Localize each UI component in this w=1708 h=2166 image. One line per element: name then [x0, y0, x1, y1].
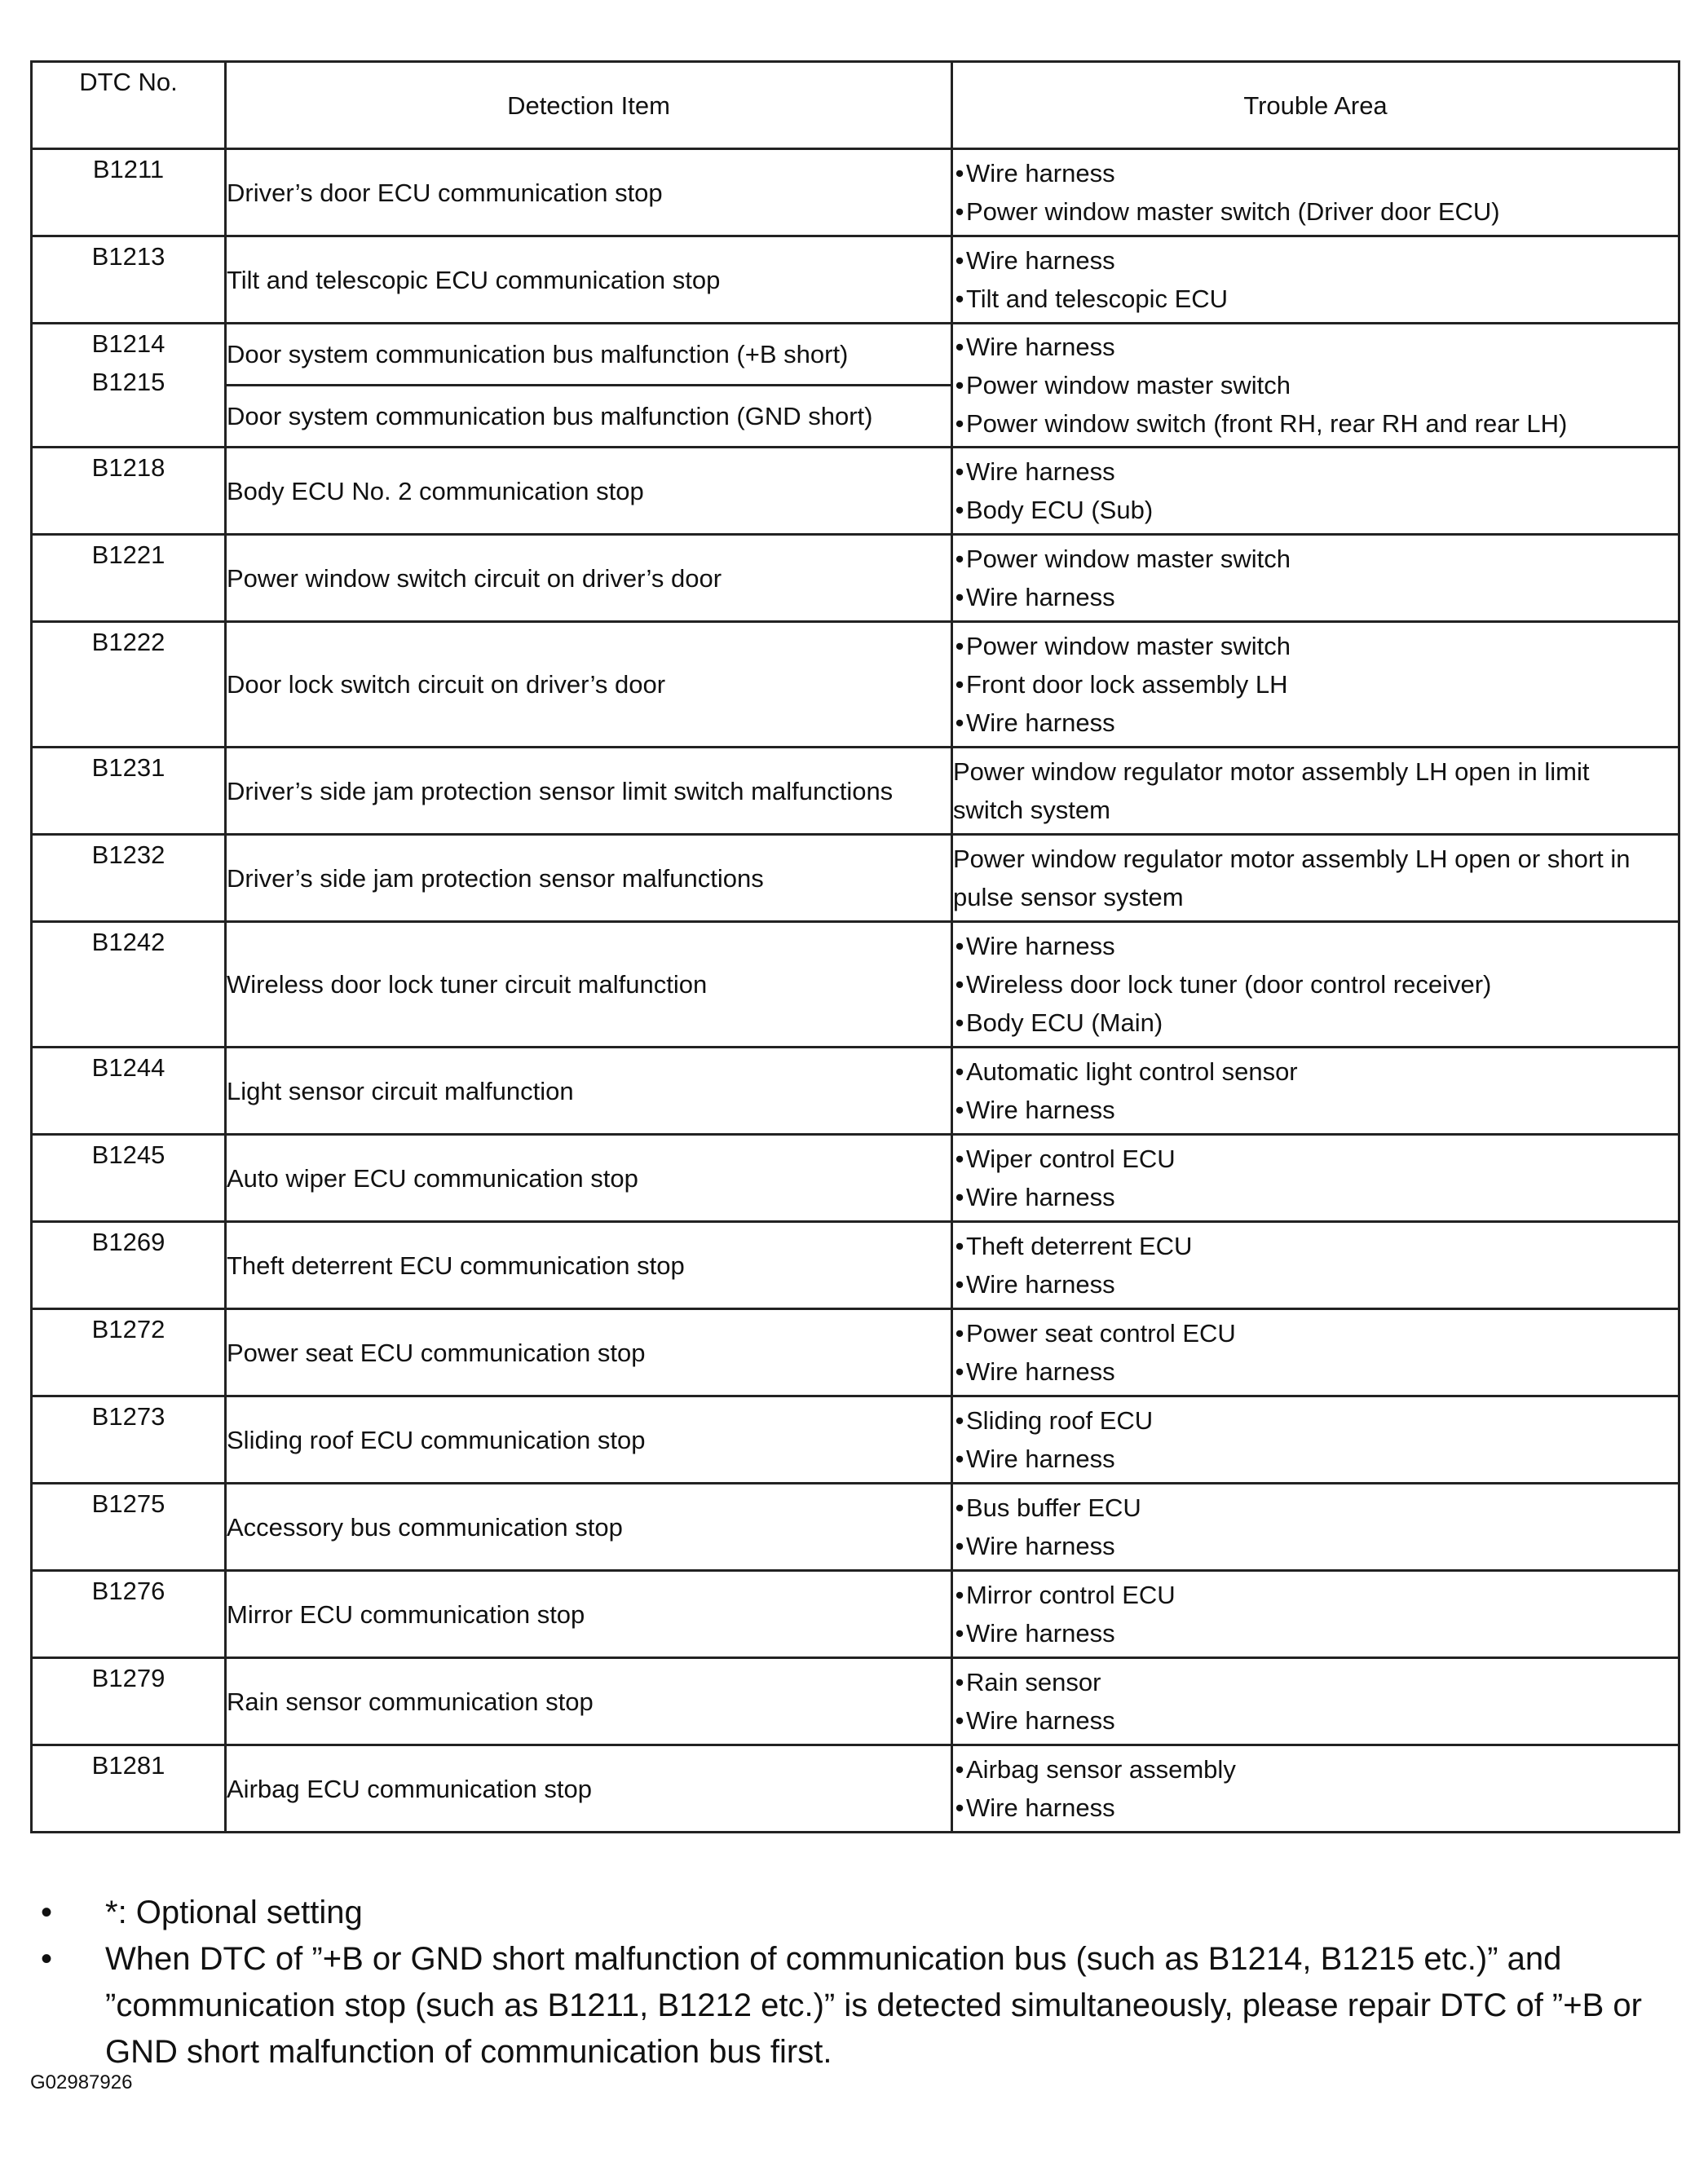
bullet-icon: •: [955, 197, 964, 226]
bullet-icon: •: [955, 1057, 964, 1086]
table-body: [32, 149, 1679, 1833]
dtc-code: B1272: [32, 1309, 226, 1396]
bullet-icon: •: [955, 708, 964, 737]
trouble-area-item: [953, 1227, 1678, 1265]
trouble-area-text: pulse sensor system: [953, 883, 1184, 911]
trouble-area-text: Wireless door lock tuner (door control receiver): [966, 970, 1492, 999]
dtc-code: B1218: [32, 448, 226, 535]
trouble-area-item: [953, 280, 1678, 318]
table-row: [32, 1222, 1679, 1309]
trouble-area-cell: [952, 748, 1679, 835]
dtc-code: B1213: [32, 236, 226, 324]
trouble-area-text: Wire harness: [966, 457, 1115, 486]
bullet-icon: •: [955, 1232, 964, 1260]
dtc-code: B1214: [91, 329, 166, 358]
trouble-area-text: Power window master switch: [966, 632, 1291, 660]
trouble-area-text: Power window switch (front RH, rear RH and rear LH): [966, 409, 1568, 438]
table-row: [32, 448, 1679, 535]
trouble-area-text: Wire harness: [966, 1183, 1115, 1211]
trouble-area-text: Wire harness: [966, 708, 1115, 737]
trouble-area-text: Body ECU (Sub): [966, 496, 1154, 524]
trouble-area-item: [953, 704, 1678, 742]
bullet-icon: •: [955, 246, 964, 275]
trouble-area-item: [953, 1789, 1678, 1827]
trouble-area-item: [953, 1440, 1678, 1478]
bullet-icon: •: [955, 159, 964, 187]
table-row: [32, 236, 1679, 324]
dtc-code: B1279: [32, 1658, 226, 1745]
header-trouble-area: Trouble Area: [952, 62, 1679, 149]
trouble-area-text: Wire harness: [966, 932, 1115, 960]
trouble-area-item: [953, 540, 1678, 578]
trouble-area-text: Wire harness: [966, 1706, 1115, 1735]
trouble-area-text: Wiper control ECU: [966, 1145, 1176, 1173]
trouble-area-cell: [952, 1396, 1679, 1484]
trouble-area-item: [953, 328, 1678, 366]
table-row: [32, 535, 1679, 622]
table-row: [32, 835, 1679, 922]
detection-item: Light sensor circuit malfunction: [226, 1048, 952, 1135]
trouble-area-cell: [952, 448, 1679, 535]
trouble-area-cell: [952, 1135, 1679, 1222]
note-text: *: Optional setting: [105, 1895, 363, 1930]
trouble-area-item: [953, 1750, 1678, 1789]
bullet-icon: •: [955, 932, 964, 960]
table-row: [32, 1571, 1679, 1658]
detection-item: Wireless door lock tuner circuit malfunction: [226, 922, 952, 1048]
table-row: [32, 1484, 1679, 1571]
trouble-area-item: [953, 1052, 1678, 1091]
trouble-area-item: [953, 1140, 1678, 1178]
trouble-area-text: Wire harness: [966, 1619, 1115, 1648]
bullet-icon: •: [955, 1319, 964, 1348]
trouble-area-text: Wire harness: [966, 1532, 1115, 1560]
table-row: [32, 1048, 1679, 1135]
trouble-area-cell: [952, 236, 1679, 324]
bullet-icon: •: [955, 496, 964, 524]
notes: [30, 1890, 1678, 2076]
trouble-area-item: [953, 927, 1678, 965]
trouble-area-text: Automatic light control sensor: [966, 1057, 1298, 1086]
trouble-area-item: [953, 452, 1678, 491]
detection-item: Driver’s door ECU communication stop: [226, 149, 952, 236]
trouble-area-item: [953, 665, 1678, 704]
table-row: [32, 1135, 1679, 1222]
detection-item: Door lock switch circuit on driver’s door: [226, 622, 952, 748]
trouble-area-item: [953, 404, 1678, 443]
trouble-area-cell: [952, 622, 1679, 748]
bullet-icon: •: [955, 285, 964, 313]
detection-item: Rain sensor communication stop: [226, 1658, 952, 1745]
bullet-icon: •: [955, 1532, 964, 1560]
table-row: [32, 1309, 1679, 1396]
bullet-icon: •: [955, 1183, 964, 1211]
bullet-icon: •: [955, 970, 964, 999]
trouble-area-text: Theft deterrent ECU: [966, 1232, 1193, 1260]
bullet-icon: •: [955, 1096, 964, 1124]
bullet-icon: •: [955, 632, 964, 660]
trouble-area-item: [953, 965, 1678, 1004]
table-row: [32, 324, 1679, 386]
header-dtc-no: DTC No.: [32, 62, 226, 149]
trouble-area-item: [953, 1178, 1678, 1216]
dtc-code: B1275: [32, 1484, 226, 1571]
table-row: [32, 1658, 1679, 1745]
bullet-icon: •: [955, 1793, 964, 1822]
dtc-code: B1232: [32, 835, 226, 922]
trouble-area-item: [953, 366, 1678, 404]
trouble-area-text: Wire harness: [966, 1445, 1115, 1473]
detection-item: Theft deterrent ECU communication stop: [226, 1222, 952, 1309]
trouble-area-text: switch system: [953, 796, 1110, 824]
trouble-area-text: Wire harness: [966, 246, 1115, 275]
trouble-area-text: Wire harness: [966, 1357, 1115, 1386]
trouble-area-cell: [952, 324, 1679, 448]
figure-id: G02987926: [30, 2071, 133, 2093]
detection-item: Mirror ECU communication stop: [226, 1571, 952, 1658]
trouble-area-cell: [952, 835, 1679, 922]
trouble-area-cell: [952, 1484, 1679, 1571]
table-row: [32, 622, 1679, 748]
trouble-area-item: [953, 1352, 1678, 1391]
trouble-area-cell: [952, 149, 1679, 236]
trouble-area-item: [953, 1265, 1678, 1304]
bullet-icon: •: [955, 1493, 964, 1522]
trouble-area-item: [953, 192, 1678, 231]
dtc-code: B1244: [32, 1048, 226, 1135]
trouble-area-text: Rain sensor: [966, 1668, 1101, 1696]
trouble-area-item: [953, 1663, 1678, 1701]
trouble-area-item: [953, 1091, 1678, 1129]
dtc-code: B1281: [32, 1745, 226, 1833]
note-item: [30, 1936, 1678, 2076]
detection-item: Sliding roof ECU communication stop: [226, 1396, 952, 1484]
trouble-area-text: Wire harness: [966, 1270, 1115, 1299]
trouble-area-text: Power seat control ECU: [966, 1319, 1236, 1348]
dtc-code: B1215: [91, 368, 166, 396]
detection-item: Auto wiper ECU communication stop: [226, 1135, 952, 1222]
trouble-area-item: [953, 1527, 1678, 1565]
trouble-area-item: [953, 1489, 1678, 1527]
trouble-area-text: Wire harness: [966, 159, 1115, 187]
trouble-area-text: Power window regulator motor assembly LH open in limit: [953, 757, 1590, 786]
bullet-icon: •: [955, 583, 964, 611]
trouble-area-item: [953, 1314, 1678, 1352]
bullet-icon: •: [955, 1445, 964, 1473]
note-text: When DTC of ”+B or GND short malfunction of communication bus (such as B1214, B1215 etc.)” and ”communication stop (such as B1211, B1212 etc.)” is detected simultaneously, please repair DTC of ”+B or GND short malfunction of communication bus first.: [105, 1941, 1642, 2070]
bullet-icon: •: [955, 1581, 964, 1609]
bullet-icon: •: [955, 371, 964, 399]
detection-item: Airbag ECU communication stop: [226, 1745, 952, 1833]
trouble-area-item: [953, 154, 1678, 192]
trouble-area-text: Bus buffer ECU: [966, 1493, 1141, 1522]
bullet-icon: •: [955, 409, 964, 438]
trouble-area-item: [953, 1614, 1678, 1652]
trouble-area-text: Wire harness: [966, 1096, 1115, 1124]
trouble-area-item: [953, 1401, 1678, 1440]
trouble-area-item: [953, 491, 1678, 529]
trouble-area-cell: [952, 1658, 1679, 1745]
dtc-code: B1276: [32, 1571, 226, 1658]
dtc-code: B1269: [32, 1222, 226, 1309]
table-row: [32, 1745, 1679, 1833]
bullet-icon: •: [955, 1668, 964, 1696]
table-row: [32, 1396, 1679, 1484]
table-row: [32, 149, 1679, 236]
bullet-icon: •: [955, 1619, 964, 1648]
trouble-area-text: Tilt and telescopic ECU: [966, 285, 1229, 313]
dtc-code: B1222: [32, 622, 226, 748]
dtc-code: B1242: [32, 922, 226, 1048]
detection-item: Door system communication bus malfunction (+B short): [226, 324, 952, 386]
trouble-area-item: [953, 1004, 1678, 1042]
header-detection-item: Detection Item: [226, 62, 952, 149]
detection-item: Driver’s side jam protection sensor limit switch malfunctions: [226, 748, 952, 835]
dtc-code: B1211: [32, 149, 226, 236]
bullet-icon: •: [955, 1357, 964, 1386]
trouble-area-text: Front door lock assembly LH: [966, 670, 1288, 699]
table-row: [32, 748, 1679, 835]
note-bullet: •: [40, 1941, 52, 1977]
detection-item: Tilt and telescopic ECU communication stop: [226, 236, 952, 324]
detection-item: Accessory bus communication stop: [226, 1484, 952, 1571]
note-item: [30, 1890, 1678, 1936]
trouble-area-text: Power window master switch (Driver door ECU): [966, 197, 1500, 226]
dtc-code: B1273: [32, 1396, 226, 1484]
trouble-area-cell: [952, 1745, 1679, 1833]
bullet-icon: •: [955, 1706, 964, 1735]
table-row: [32, 922, 1679, 1048]
bullet-icon: •: [955, 1406, 964, 1435]
trouble-area-cell: [952, 1048, 1679, 1135]
trouble-area-cell: [952, 535, 1679, 622]
trouble-area-item: [953, 1576, 1678, 1614]
bullet-icon: •: [955, 1008, 964, 1037]
trouble-area-text: Wire harness: [966, 1793, 1115, 1822]
bullet-icon: •: [955, 545, 964, 573]
bullet-icon: •: [955, 1270, 964, 1299]
detection-item: Body ECU No. 2 communication stop: [226, 448, 952, 535]
trouble-area-item: [953, 578, 1678, 616]
note-bullet: •: [40, 1895, 52, 1930]
detection-item: Power window switch circuit on driver’s door: [226, 535, 952, 622]
trouble-area-item: [953, 1701, 1678, 1740]
trouble-area-text: Wire harness: [966, 583, 1115, 611]
trouble-area-text: Power window master switch: [966, 545, 1291, 573]
trouble-area-text: Wire harness: [966, 333, 1115, 361]
bullet-icon: •: [955, 457, 964, 486]
bullet-icon: •: [955, 1145, 964, 1173]
trouble-area-text: Airbag sensor assembly: [966, 1755, 1236, 1784]
trouble-area-text: Mirror control ECU: [966, 1581, 1176, 1609]
detection-item: Power seat ECU communication stop: [226, 1309, 952, 1396]
trouble-area-item: [953, 241, 1678, 280]
trouble-area-cell: [952, 1222, 1679, 1309]
bullet-icon: •: [955, 333, 964, 361]
dtc-code: B1221: [32, 535, 226, 622]
dtc-code: B1231: [32, 748, 226, 835]
detection-item: Door system communication bus malfunction (GND short): [226, 386, 952, 448]
trouble-area-cell: [952, 1571, 1679, 1658]
trouble-area-cell: [952, 922, 1679, 1048]
detection-item: Driver’s side jam protection sensor malfunctions: [226, 835, 952, 922]
table-header-row: [32, 62, 1679, 149]
trouble-area-item: [953, 627, 1678, 665]
trouble-area-cell: [952, 1309, 1679, 1396]
dtc-table: [30, 60, 1680, 1833]
trouble-area-text: Body ECU (Main): [966, 1008, 1163, 1037]
bullet-icon: •: [955, 670, 964, 699]
trouble-area-text: Power window master switch: [966, 371, 1291, 399]
trouble-area-text: Power window regulator motor assembly LH open or short in: [953, 845, 1631, 873]
trouble-area-text: Sliding roof ECU: [966, 1406, 1154, 1435]
bullet-icon: •: [955, 1755, 964, 1784]
dtc-code: B1245: [32, 1135, 226, 1222]
dtc-code-cell: [32, 324, 226, 448]
